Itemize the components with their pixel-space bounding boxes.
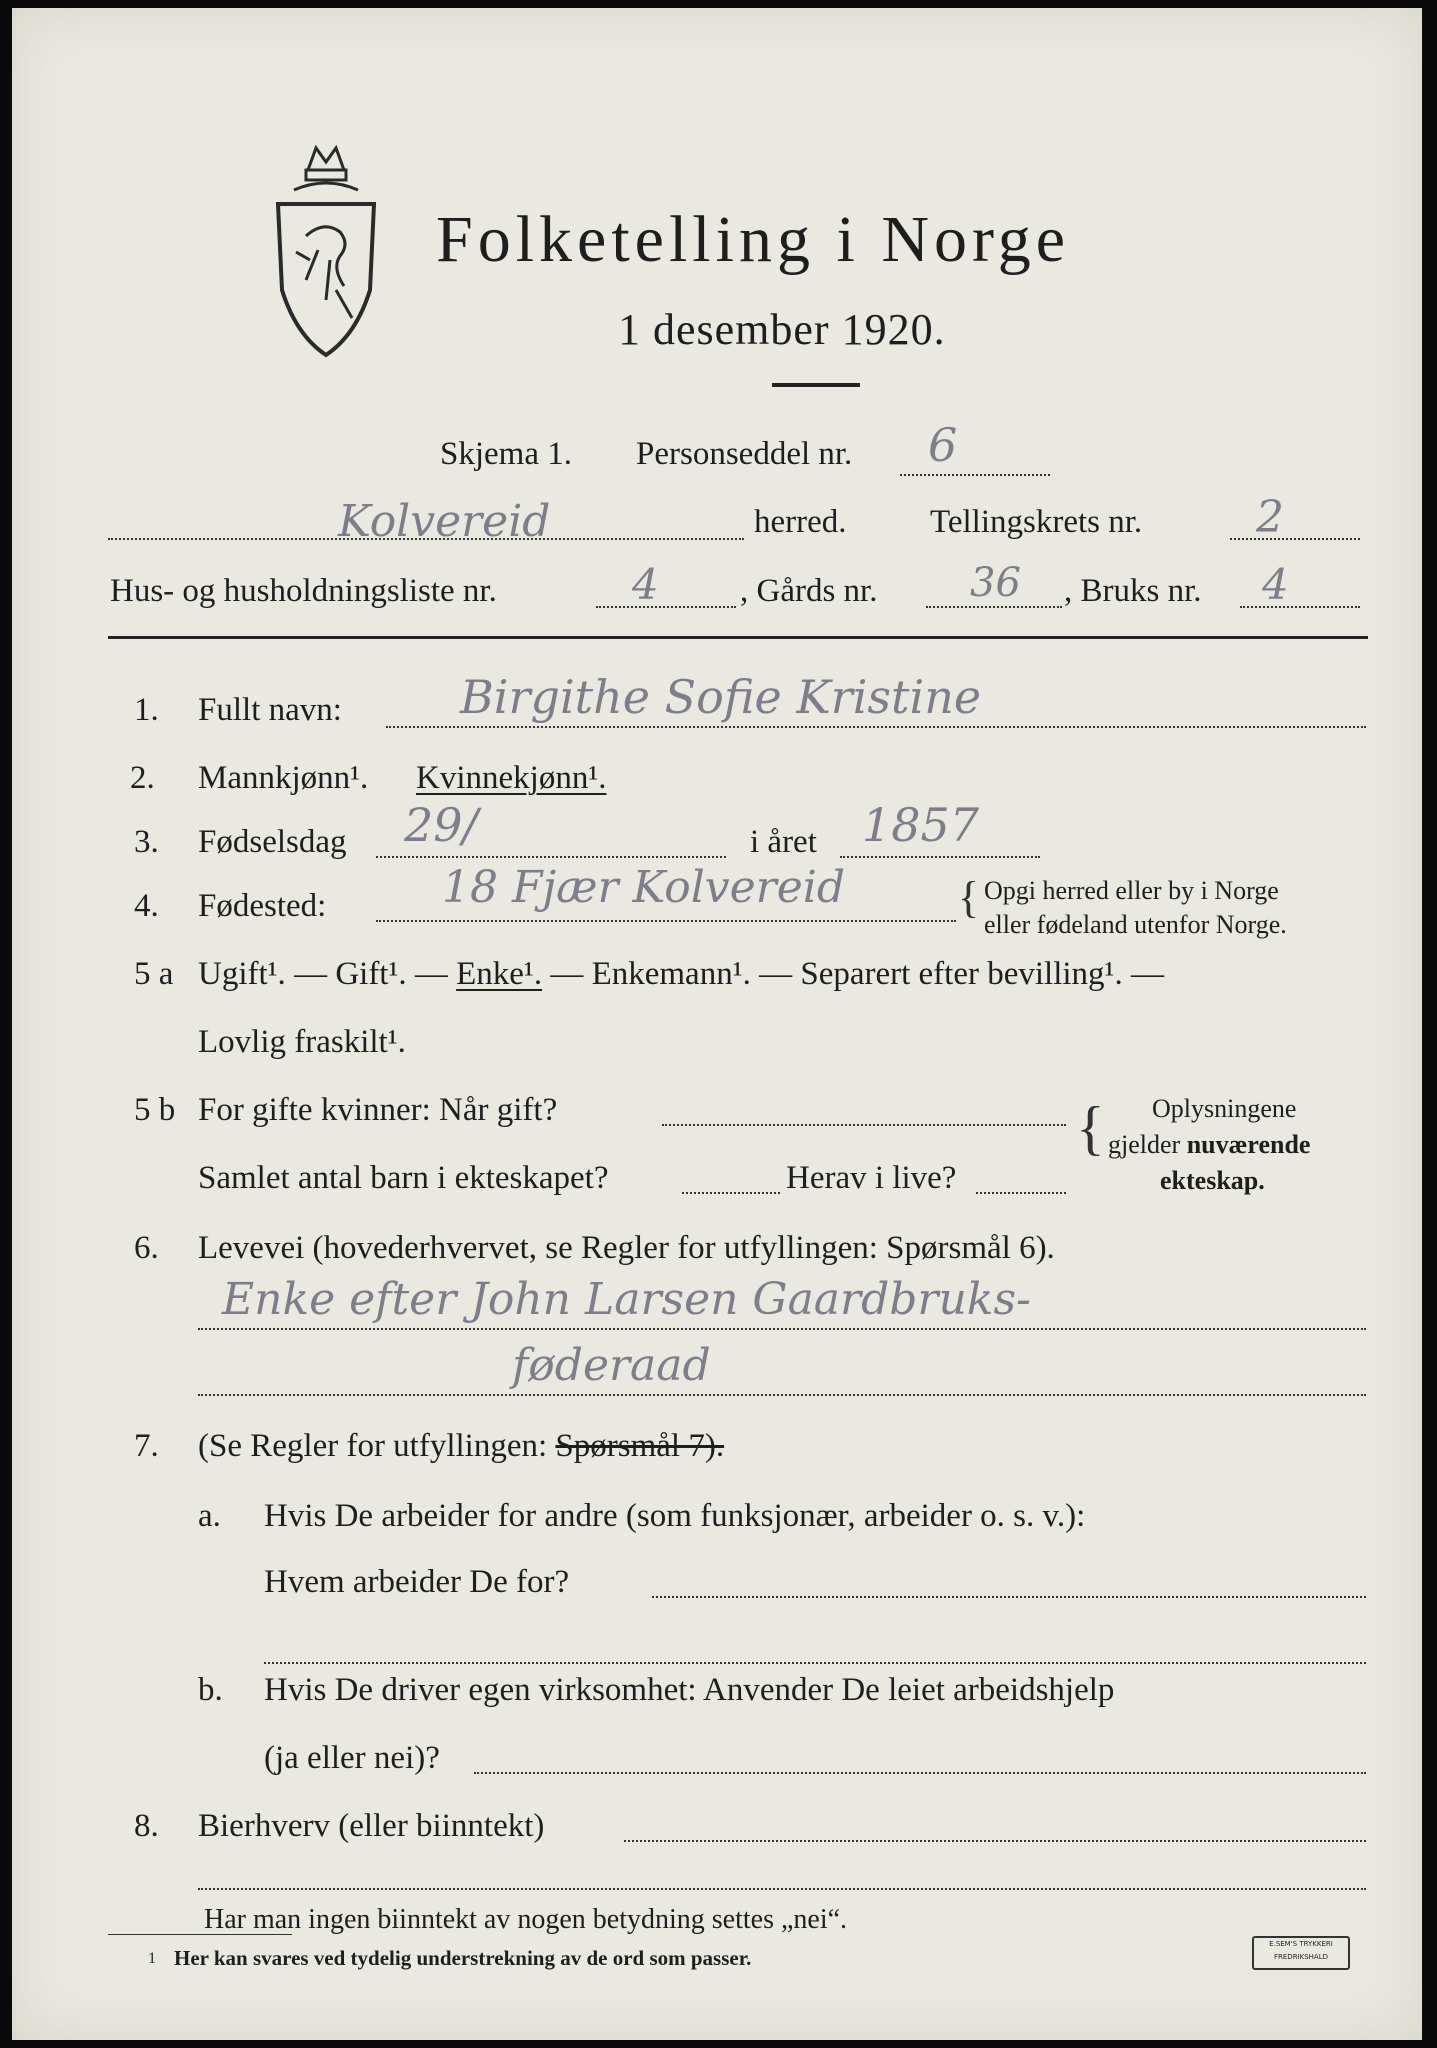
q5b-number: 5 b: [134, 1092, 176, 1128]
gards-label: , Gårds nr.: [740, 573, 878, 609]
q5b-note-text: gjelder: [1108, 1130, 1187, 1159]
q6-line2: [198, 1394, 1366, 1396]
full-name-value: Birgithe Sofie Kristine: [460, 670, 982, 724]
q6-line1: [198, 1328, 1366, 1330]
q5a-enke: Enke¹.: [456, 956, 543, 992]
q5a-sep: —: [406, 956, 457, 992]
q7a-line2: [264, 1662, 1366, 1664]
gards-value: 36: [970, 560, 1021, 606]
q4-note-line2: eller fødeland utenfor Norge.: [984, 910, 1287, 939]
q5b-when-line: [662, 1124, 1066, 1126]
q5a-fraskilt: Lovlig fraskilt¹.: [198, 1024, 406, 1060]
personseddel-line: [900, 474, 1050, 476]
birth-day-value: 29/: [404, 798, 479, 852]
q2-male: Mannkjønn¹.: [198, 760, 369, 796]
stamp-line1: E.SEM'S TRYKKERI: [1269, 1940, 1333, 1948]
q5b-alive-label: Herav i live?: [786, 1160, 957, 1196]
q5b-children-line: [682, 1192, 780, 1194]
footnote-divider: [108, 1934, 292, 1935]
footnote-text: Her kan svares ved tydelig understrekning av de ord som passer.: [174, 1946, 752, 1970]
q7b-line: [474, 1772, 1366, 1774]
census-form-sheet: [12, 8, 1422, 2040]
q5b-note-bold: nuværende: [1186, 1130, 1311, 1159]
stamp-line2: FREDRIKSHALD: [1273, 1953, 1328, 1961]
q5b-children-label: Samlet antal barn i ekteskapet?: [198, 1160, 609, 1196]
q5a-options: [198, 956, 1164, 993]
q5a-sep: —: [750, 956, 801, 992]
q7a-letter: a.: [198, 1498, 221, 1534]
q2-female: Kvinnekjønn¹.: [416, 760, 607, 796]
occupation-value-line2: føderaad: [512, 1340, 711, 1391]
q8-line2: [198, 1888, 1366, 1890]
hus-value: 4: [632, 560, 659, 609]
q7-number: 7.: [134, 1428, 159, 1464]
q1-number: 1.: [134, 692, 159, 728]
q4-number: 4.: [134, 888, 159, 924]
tellingskrets-label: Tellingskrets nr.: [930, 504, 1143, 540]
bruks-line: [1240, 606, 1360, 608]
q3-label: Fødselsdag: [198, 824, 347, 860]
q5a-sep: —: [285, 956, 336, 992]
personseddel-label: Personseddel nr.: [636, 436, 853, 472]
tellingskrets-value: 2: [1256, 492, 1284, 543]
skjema-label: Skjema 1.: [440, 436, 572, 472]
q7a-text: Hvis De arbeider for andre (som funksjonær, arbeider o. s. v.):: [264, 1498, 1086, 1534]
q5a-ugift: Ugift¹.: [198, 956, 286, 992]
birthplace-value: 18 Fjær Kolvereid: [442, 862, 845, 913]
q8-number: 8.: [134, 1808, 159, 1844]
q8-line1: [624, 1840, 1366, 1842]
q3-number: 3.: [134, 824, 159, 860]
q5a-enkemann: Enkemann¹.: [591, 956, 751, 992]
q7b-sub-label: (ja eller nei)?: [264, 1740, 440, 1776]
q5b-note-line1: Oplysningene: [1152, 1094, 1297, 1123]
q5b-note-line2: [1108, 1130, 1310, 1160]
q4-brace: {: [958, 873, 980, 922]
herred-label: herred.: [754, 504, 847, 540]
q7-label-text: (Se Regler for utfyllingen:: [198, 1428, 548, 1464]
gards-line: [926, 606, 1062, 608]
header-divider: [108, 636, 1368, 639]
personseddel-value: 6: [928, 418, 958, 472]
q7b-text: Hvis De driver egen virksomhet: Anvender De leiet arbeidshjelp: [264, 1672, 1115, 1708]
q5a-separert: Separert efter bevilling¹. —: [800, 956, 1164, 992]
q1-line: [386, 726, 1366, 728]
q5b-brace: {: [1076, 1095, 1105, 1161]
q1-label: Fullt navn:: [198, 692, 342, 728]
q8-note: Har man ingen biinntekt av nogen betydning settes „nei“.: [204, 1904, 848, 1935]
q3-year-label: i året: [750, 824, 817, 860]
occupation-value-line1: Enke efter John Larsen Gaardbruks-: [222, 1274, 1031, 1325]
title-divider: [772, 383, 860, 387]
q5a-gift: Gift¹.: [335, 956, 407, 992]
q5b-note-line3: ekteskap.: [1160, 1166, 1265, 1195]
q4-label: Fødested:: [198, 888, 327, 924]
q3-year-line: [840, 856, 1040, 858]
census-date: 1 desember 1920.: [618, 305, 946, 354]
q6-number: 6.: [134, 1230, 159, 1266]
hus-label: Hus- og husholdningsliste nr.: [110, 573, 497, 609]
q7-label: [198, 1428, 724, 1465]
q5a-sep: —: [542, 956, 592, 992]
herred-value: Kolvereid: [338, 496, 551, 547]
bruks-value: 4: [1262, 560, 1289, 609]
q7b-letter: b.: [198, 1672, 223, 1708]
birth-year-value: 1857: [862, 798, 980, 852]
q8-label: Bierhverv (eller biinntekt): [198, 1808, 545, 1844]
q4-line: [376, 920, 956, 922]
coat-of-arms-icon: [266, 140, 386, 362]
footnote-mark: 1: [148, 1950, 156, 1967]
q2-number: 2.: [130, 760, 155, 796]
q7a-sub-label: Hvem arbeider De for?: [264, 1564, 570, 1600]
q5b-when-married-label: For gifte kvinner: Når gift?: [198, 1092, 558, 1128]
q3-day-line: [376, 856, 726, 858]
hus-line: [596, 606, 736, 608]
q5b-alive-line: [976, 1192, 1066, 1194]
bruks-label: , Bruks nr.: [1064, 573, 1202, 609]
form-title: Folketelling i Norge: [436, 203, 1071, 276]
tellingskrets-line: [1230, 538, 1360, 540]
printer-stamp: [1252, 1936, 1350, 1970]
q7a-line1: [652, 1596, 1366, 1598]
q7-label-struck: Spørsmål 7).: [555, 1428, 725, 1464]
q4-note-line1: Opgi herred eller by i Norge: [984, 876, 1279, 905]
q5a-number: 5 a: [134, 956, 174, 992]
q6-label: Levevei (hovederhvervet, se Regler for utfyllingen: Spørsmål 6).: [198, 1230, 1055, 1266]
